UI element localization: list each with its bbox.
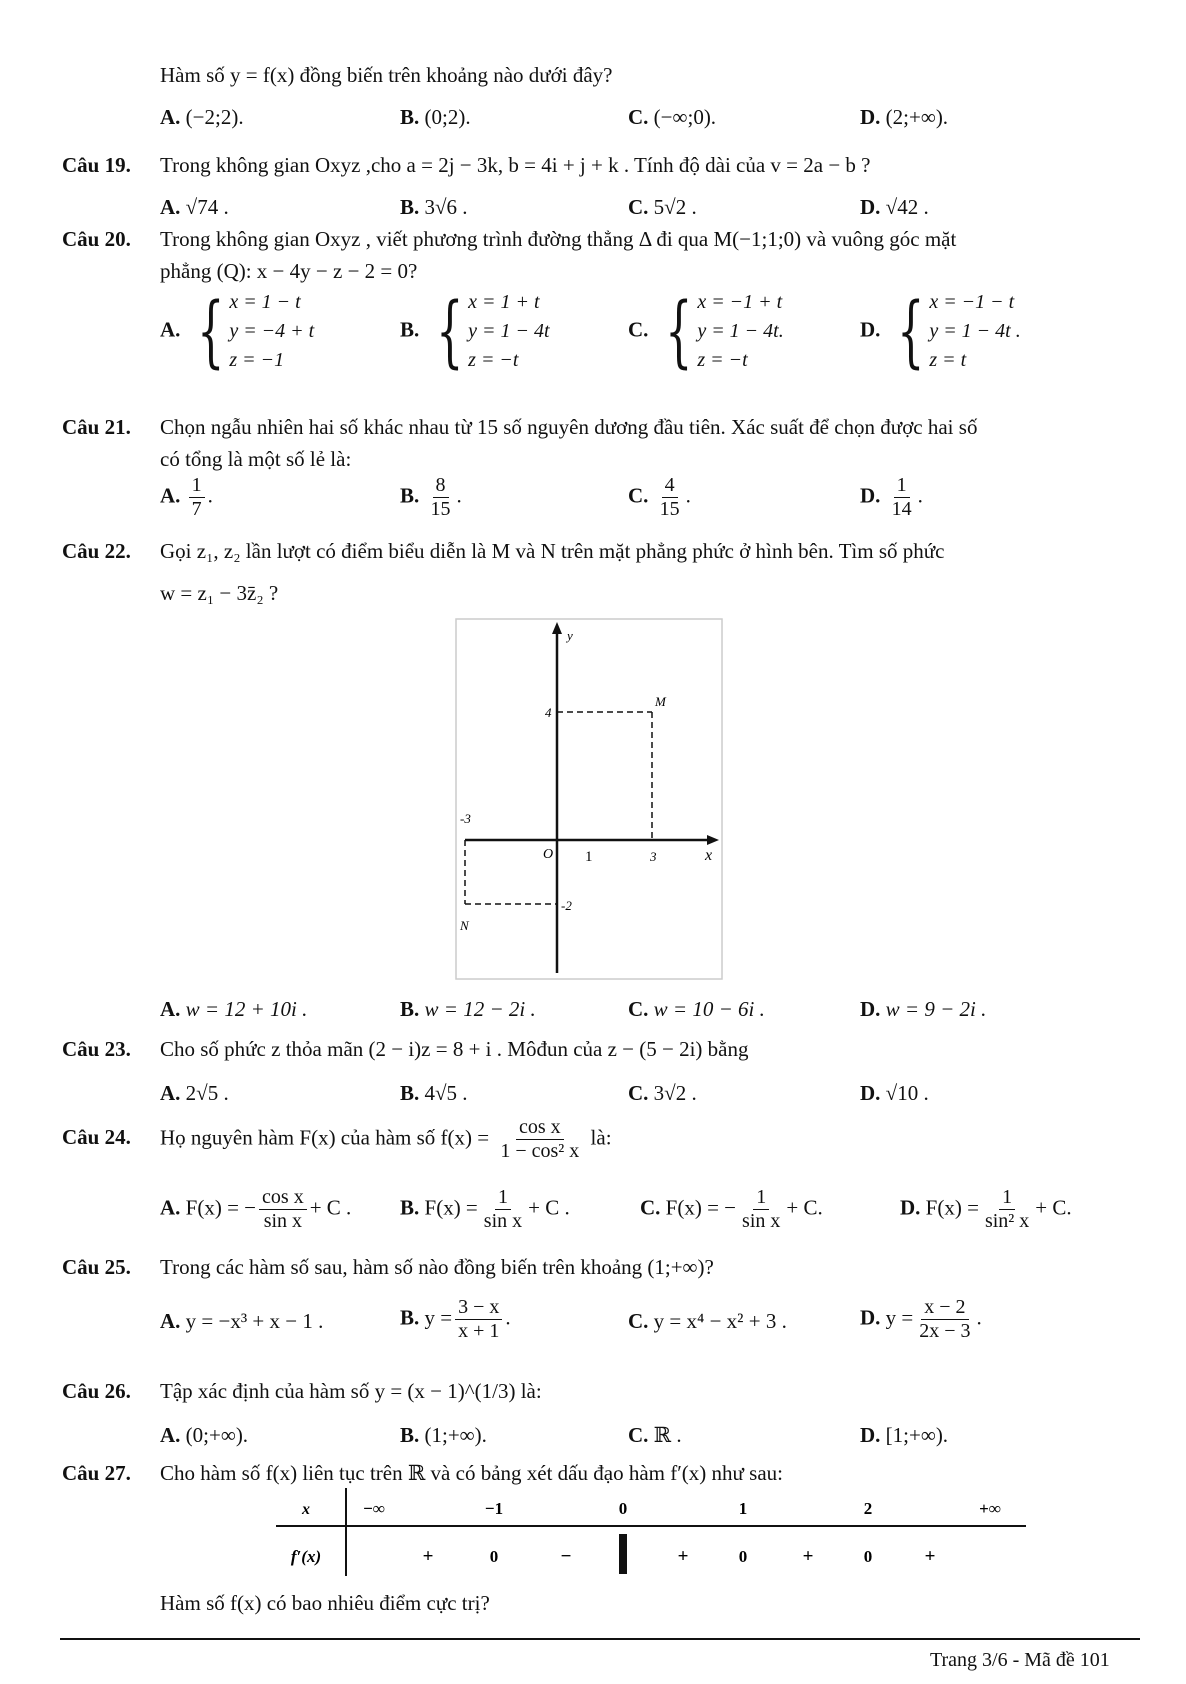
tick-3-label: 3 — [650, 849, 657, 864]
page-footer: Trang 3/6 - Mã đề 101 — [930, 1649, 1110, 1671]
q21-question-line2: có tổng là một số lẻ là: — [160, 447, 352, 471]
q22-option-d: D. w = 9 − 2i . — [860, 997, 987, 1021]
fp-row-label: f′(x) — [290, 1547, 322, 1566]
q25-option-b: B. y = $\frac{3 - x}{x + 1}$ . — [400, 1296, 511, 1342]
q18-option-d: D. (2;+∞). — [860, 105, 949, 129]
sign-value: + — [924, 1546, 936, 1567]
q27-number: Câu 27. — [62, 1461, 131, 1485]
figure-border — [456, 619, 722, 979]
q20-option-b: B. { x = 1 + t y = 1 − 4t z = −t — [400, 286, 550, 377]
q20-number: Câu 20. — [62, 227, 131, 251]
x-values — [363, 1499, 1001, 1518]
footer-rule — [60, 1638, 1140, 1640]
q21-option-a: A. $\frac{1}{7}$ . — [160, 474, 213, 520]
q22-option-c: C. w = 10 − 6i . — [628, 997, 765, 1021]
complex-plane-figure — [455, 618, 723, 980]
q18-option-a: A. (−2;2). — [160, 105, 244, 129]
q23-number: Câu 23. — [62, 1037, 131, 1061]
q22-option-a: A. w = 12 + 10i . — [160, 997, 308, 1021]
q18-option-b: B. (0;2). — [400, 105, 471, 129]
q24-option-c: C. F(x) = − $\frac{1}{\text{sin x}}$ + C. — [640, 1186, 823, 1232]
q23-option-b: B. 4√5 . — [400, 1081, 468, 1105]
q26-option-d: D. [1;+∞). — [860, 1423, 949, 1447]
q19-option-b: B. 3√6 . — [400, 195, 468, 219]
q25-number: Câu 25. — [62, 1255, 131, 1279]
q23-option-a: A. 2√5 . — [160, 1081, 229, 1105]
q26-option-a: A. (0;+∞). — [160, 1423, 249, 1447]
x-row-label: x — [302, 1501, 310, 1518]
point-n-label: N — [460, 918, 469, 933]
q19-number: Câu 19. — [62, 153, 131, 177]
q18-text: Hàm số y = f(x) đồng biến trên khoảng nào dưới đây? — [160, 63, 613, 87]
tick-minus2-label: -2 — [561, 898, 572, 913]
q24-option-b: B. F(x) = $\frac{1}{\text{sin x}}$ + C . — [400, 1186, 570, 1232]
q25-option-a: A. y = −x³ + x − 1 . — [160, 1309, 324, 1333]
q26-number: Câu 26. — [62, 1379, 131, 1403]
sign-value: − — [560, 1546, 572, 1567]
q23-question: Câu 23. Cho số phức z thỏa mãn (2 − i)z = 8 + i . Môđun của z − (5 − 2i) bằng — [62, 1037, 749, 1061]
undefined-bar — [619, 1534, 627, 1574]
q21-option-c: C. $\frac{4}{15}$ . — [628, 474, 691, 520]
q20-option-a: A. { x = 1 − t y = −4 + t z = −1 — [160, 286, 315, 377]
q19-option-a: A. √74 . — [160, 195, 229, 219]
q22-question: Câu 22. Gọi z₁, z₂ lần lượt có điểm biểu diễn là M và N trên mặt phẳng phức ở hình bên. Tìm số phức — [62, 539, 945, 563]
q20-option-c: C. { x = −1 + t y = 1 − 4t. z = −t — [628, 286, 784, 377]
q24-option-d: D. F(x) = $\frac{1}{\text{sin² x}}$ + C. — [900, 1186, 1072, 1232]
q21-question: Câu 21. Chọn ngẫu nhiên hai số khác nhau từ 15 số nguyên dương đầu tiên. Xác suất để chọn được hai số — [62, 415, 978, 439]
q18-option-c: C. (−∞;0). — [628, 105, 717, 129]
q19-question: Câu 19. Trong không gian Oxyz ,cho a = 2j − 3k, b = 4i + j + k . Tính độ dài của v = 2a − b ? — [62, 153, 871, 177]
q20-question-line2: phẳng (Q): x − 4y − z − 2 = 0? — [160, 259, 418, 283]
sign-value: 0 — [863, 1547, 873, 1566]
x-value: 0 — [618, 1499, 628, 1518]
q21-number: Câu 21. — [62, 415, 131, 439]
x-axis-label: x — [705, 847, 713, 864]
x-value: −1 — [484, 1499, 504, 1518]
x-axis-arrow — [707, 835, 719, 845]
tick-4-label: 4 — [545, 705, 552, 720]
q22-number: Câu 22. — [62, 539, 131, 563]
q27-follow-up: Hàm số f(x) có bao nhiêu điểm cực trị? — [160, 1591, 490, 1615]
sign-value: + — [422, 1546, 434, 1567]
q26-option-b: B. (1;+∞). — [400, 1423, 487, 1447]
q20-option-d: D. { x = −1 − t y = 1 − 4t . z = t — [860, 286, 1021, 377]
q24-number: Câu 24. — [62, 1125, 131, 1150]
x-value: −∞ — [363, 1499, 385, 1518]
sign-values — [423, 1546, 936, 1567]
q24-option-a: A. F(x) = − $\frac{\text{cos x}}{\text{sin x}}$ + C . — [160, 1186, 352, 1232]
q23-option-c: C. 3√2 . — [628, 1081, 697, 1105]
q22-option-b: B. w = 12 − 2i . — [400, 997, 536, 1021]
q27-question: Câu 27. Cho hàm số f(x) liên tục trên ℝ và có bảng xét dấu đạo hàm f′(x) như sau: — [62, 1461, 784, 1485]
q21-option-d: D. $\frac{1}{14}$ . — [860, 474, 923, 520]
sign-table — [270, 1486, 1030, 1578]
q21-option-b: B. $\frac{8}{15}$ . — [400, 474, 462, 520]
q26-option-c: C. ℝ . — [628, 1423, 682, 1447]
tick-1-label: 1 — [585, 849, 593, 865]
y-axis-label: y — [567, 628, 573, 643]
q25-option-d: D. y = $\frac{x - 2}{2x - 3}$ . — [860, 1296, 982, 1342]
x-value: +∞ — [979, 1499, 1001, 1518]
sign-value: + — [677, 1546, 689, 1567]
sign-value: 0 — [489, 1547, 499, 1566]
q23-option-d: D. √10 . — [860, 1081, 929, 1105]
q19-option-d: D. √42 . — [860, 195, 929, 219]
tick-minus3-label: -3 — [460, 811, 471, 826]
sign-value: 0 — [738, 1547, 748, 1566]
point-m-label: M — [655, 694, 666, 709]
origin-label: O — [543, 847, 554, 862]
q25-option-c: C. y = x⁴ − x² + 3 . — [628, 1309, 787, 1333]
q19-option-c: C. 5√2 . — [628, 195, 697, 219]
q20-question: Câu 20. Trong không gian Oxyz , viết phương trình đường thẳng Δ đi qua M(−1;1;0) và vuông góc mặt — [62, 227, 957, 251]
y-axis-arrow — [552, 622, 562, 634]
sign-value: + — [802, 1546, 814, 1567]
x-value: 2 — [863, 1499, 873, 1518]
x-value: 1 — [738, 1499, 748, 1518]
q25-question: Câu 25. Trong các hàm số sau, hàm số nào đồng biến trên khoảng (1;+∞)? — [62, 1255, 714, 1279]
q24-question: Câu 24. Họ nguyên hàm F(x) của hàm số f(x) = $\frac{\text{cos x}}{\text{1 − cos² x}}$ là: — [62, 1116, 612, 1162]
q22-question-line2: w = z₁ − 3z̄₂ ? — [160, 581, 279, 605]
q26-question: Câu 26. Tập xác định của hàm số y = (x − 1)^(1/3) là: — [62, 1379, 542, 1403]
